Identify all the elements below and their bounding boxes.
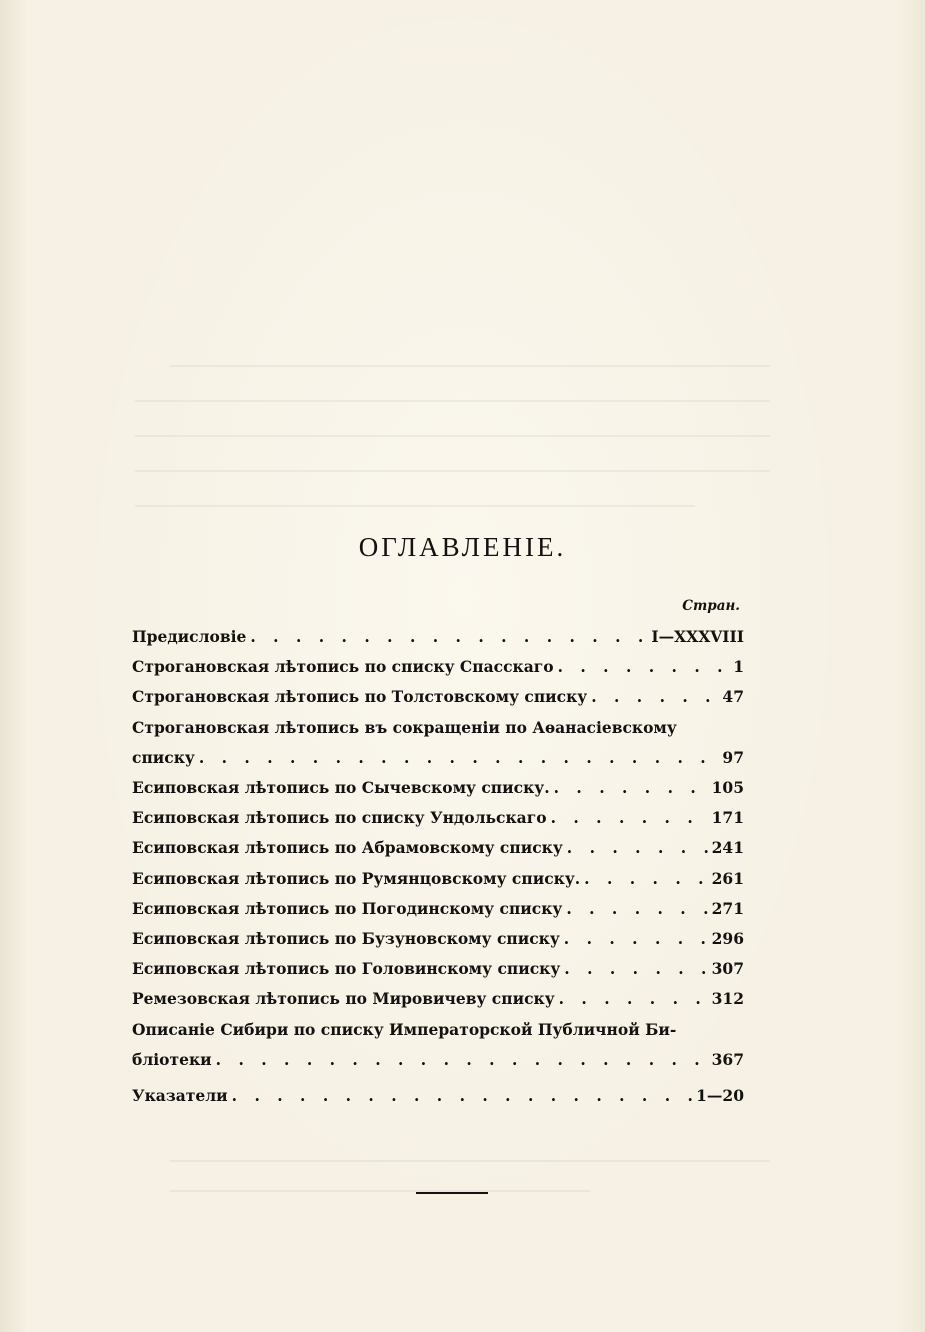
toc-entry-title: Есиповская лѣтопись по Сычевскому списку. xyxy=(132,778,550,798)
dot-leader xyxy=(584,864,707,894)
dot-leader xyxy=(591,682,718,712)
toc-entry-title: Предисловіе xyxy=(132,627,247,646)
toc-entry-title: Есиповская лѣтопись по Бузуновскому списку xyxy=(132,929,560,949)
toc-entry-line-2 xyxy=(132,743,744,773)
bleed-through-line xyxy=(170,365,770,367)
bleed-through-line xyxy=(170,1160,770,1162)
toc-entry-page: 307 xyxy=(711,959,744,979)
toc-entry-page: I—XXXVIII xyxy=(651,627,744,646)
toc-entry-page: 47 xyxy=(722,687,744,707)
toc-entry-page: 241 xyxy=(711,838,744,858)
toc-entry xyxy=(132,833,744,863)
toc-entry-title: Строгановская лѣтопись по Толстовскому списку xyxy=(132,687,588,707)
toc-entry xyxy=(132,984,744,1014)
toc-entry-page: 171 xyxy=(711,808,744,828)
toc-entry xyxy=(132,622,744,652)
toc-entry-title-cont: списку xyxy=(132,747,195,767)
dot-leader xyxy=(232,1081,692,1111)
toc-entry-page: 271 xyxy=(711,898,744,918)
toc-entry-title-cont: бліотеки xyxy=(132,1049,212,1069)
bleed-through-line xyxy=(170,1190,590,1192)
dot-leader xyxy=(564,954,707,984)
closing-rule xyxy=(416,1192,488,1194)
toc-entry xyxy=(132,864,744,894)
dot-leader xyxy=(250,622,647,652)
toc-entry xyxy=(132,652,744,682)
toc-entry xyxy=(132,773,744,803)
dot-leader xyxy=(199,743,719,773)
dot-leader xyxy=(554,773,708,803)
toc-entry-page: 261 xyxy=(711,868,744,888)
page-title: ОГЛАВЛЕНІЕ. xyxy=(358,532,567,562)
toc-entry-title: Есиповская лѣтопись по Румянцовскому списку. xyxy=(132,868,581,888)
toc-entry-title: Есиповская лѣтопись по Погодинскому списку xyxy=(132,898,563,918)
toc-entry-title: Строгановская лѣтопись по списку Спасскаго xyxy=(132,657,554,677)
toc-entry xyxy=(132,894,744,924)
bleed-through-line xyxy=(135,505,695,507)
bleed-through-line xyxy=(135,435,770,437)
toc-entry-title: Строгановская лѣтопись въ сокращеніи по Аѳанасіевскому xyxy=(132,717,677,737)
toc-entry-page: 367 xyxy=(711,1049,744,1069)
dot-leader xyxy=(551,803,708,833)
toc-entry-page: 97 xyxy=(722,747,744,767)
dot-leader xyxy=(216,1045,708,1075)
toc-entry-line-1 xyxy=(132,1015,744,1045)
toc-entry xyxy=(132,1081,744,1111)
toc-entry-page: 296 xyxy=(711,929,744,949)
toc-entry-title: Указатели xyxy=(132,1086,228,1106)
toc-entry-title: Есиповская лѣтопись по списку Ундольскаго xyxy=(132,808,547,828)
dot-leader xyxy=(564,924,708,954)
toc-entry-title: Описаніе Сибири по списку Императорской Публичной Би- xyxy=(132,1019,677,1039)
toc-entry-title: Есиповская лѣтопись по Головинскому списку xyxy=(132,959,561,979)
bleed-through-line xyxy=(135,470,770,472)
toc-entry-line-2 xyxy=(132,1045,744,1075)
dot-leader xyxy=(558,652,730,682)
toc-entry-page: 312 xyxy=(711,989,744,1009)
toc-entry xyxy=(132,682,744,712)
bleed-through-line xyxy=(135,400,770,402)
toc-entry-page: 105 xyxy=(711,778,744,798)
table-of-contents xyxy=(132,622,744,1111)
dot-leader xyxy=(566,894,707,924)
toc-entry-page: 1 xyxy=(733,657,744,677)
toc-entry-title: Есиповская лѣтопись по Абрамовскому списку xyxy=(132,838,563,858)
dot-leader xyxy=(567,833,708,863)
toc-entry xyxy=(132,924,744,954)
page-column-header: Стран. xyxy=(682,598,740,614)
toc-entry xyxy=(132,954,744,984)
toc-entry xyxy=(132,803,744,833)
toc-entry-page: 1—20 xyxy=(696,1086,744,1106)
toc-entry-title: Ремезовская лѣтопись по Мировичеву списку xyxy=(132,989,555,1009)
dot-leader xyxy=(559,984,708,1014)
toc-entry-line-1 xyxy=(132,713,744,743)
